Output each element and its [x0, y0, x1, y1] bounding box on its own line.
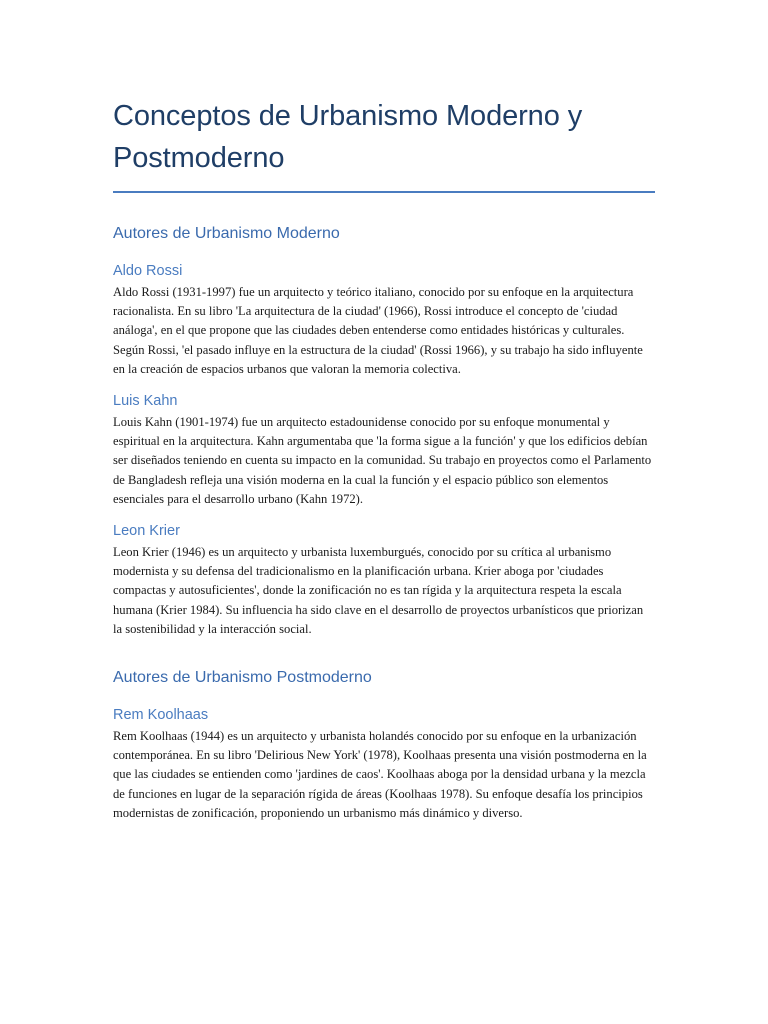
title-divider	[113, 191, 655, 193]
author-heading-luis-kahn: Luis Kahn	[113, 393, 178, 410]
section-heading-postmodern: Autores de Urbanismo Postmoderno	[113, 669, 372, 687]
section-heading-modern: Autores de Urbanismo Moderno	[113, 225, 340, 242]
author-paragraph-leon-krier: Leon Krier (1946) es un arquitecto y urbanista luxemburgués, conocido por su crítica al urbanismo modernista y su defensa del tradicionalismo en la planificación urbana. Krier aboga por 'ciudades compactas y autosuficientes', donde la zonificación no es tan rígida y la arquitectura respeta la escala humana (Krier 1984). Su influencia ha sido clave en el desarrollo de proyectos urbanísticos que priorizan la sostenibilidad y la interacción social.	[113, 545, 644, 636]
author-heading-rem-koolhaas: Rem Koolhaas	[113, 707, 209, 724]
author-heading-aldo-rossi: Aldo Rossi	[113, 263, 183, 279]
author-paragraph-aldo-rossi: Aldo Rossi (1931-1997) fue un arquitecto y teórico italiano, conocido por su enfoque en la arquitectura racionalista. En su libro 'La arquitectura de la ciudad' (1966), Rossi introduce el concepto de 'ciudad análoga', en el que propone que las ciudades deben entenderse como entidades históricas y culturales. Según Rossi, 'el pasado influye en la estructura de la ciudad' (Rossi 1966), y su trabajo ha sido influyente en la creación de espacios urbanos que valoran la memoria colectiva.	[113, 285, 643, 376]
author-heading-leon-krier: Leon Krier	[113, 523, 180, 540]
page-title: Conceptos de Urbanismo Moderno y Postmoderno	[113, 100, 583, 174]
author-paragraph-rem-koolhaas: Rem Koolhaas (1944) es un arquitecto y urbanista holandés conocido por su enfoque en la urbanización contemporánea. En su libro 'Delirious New York' (1978), Koolhaas presenta una visión postmoderna en la que las ciudades se entienden como 'jardines de caos'. Koolhaas aboga por la densidad urbana y la mezcla de funciones en lugar de la separación rígida de áreas (Koolhaas 1978). Su enfoque desafía los principios modernistas de zonificación, proponiendo un urbanismo más dinámico y diverso.	[113, 729, 647, 820]
author-paragraph-luis-kahn: Louis Kahn (1901-1974) fue un arquitecto estadounidense conocido por su enfoque monumental y espiritual en la arquitectura. Kahn argumentaba que 'la forma sigue a la función' y que los edificios debían ser diseñados teniendo en cuenta su impacto en la comunidad. Su trabajo en proyectos como el Parlamento de Bangladesh refleja una visión moderna en la cual la función y el espacio público son elementos esenciales para el desarrollo urbano (Kahn 1972).	[113, 415, 652, 506]
